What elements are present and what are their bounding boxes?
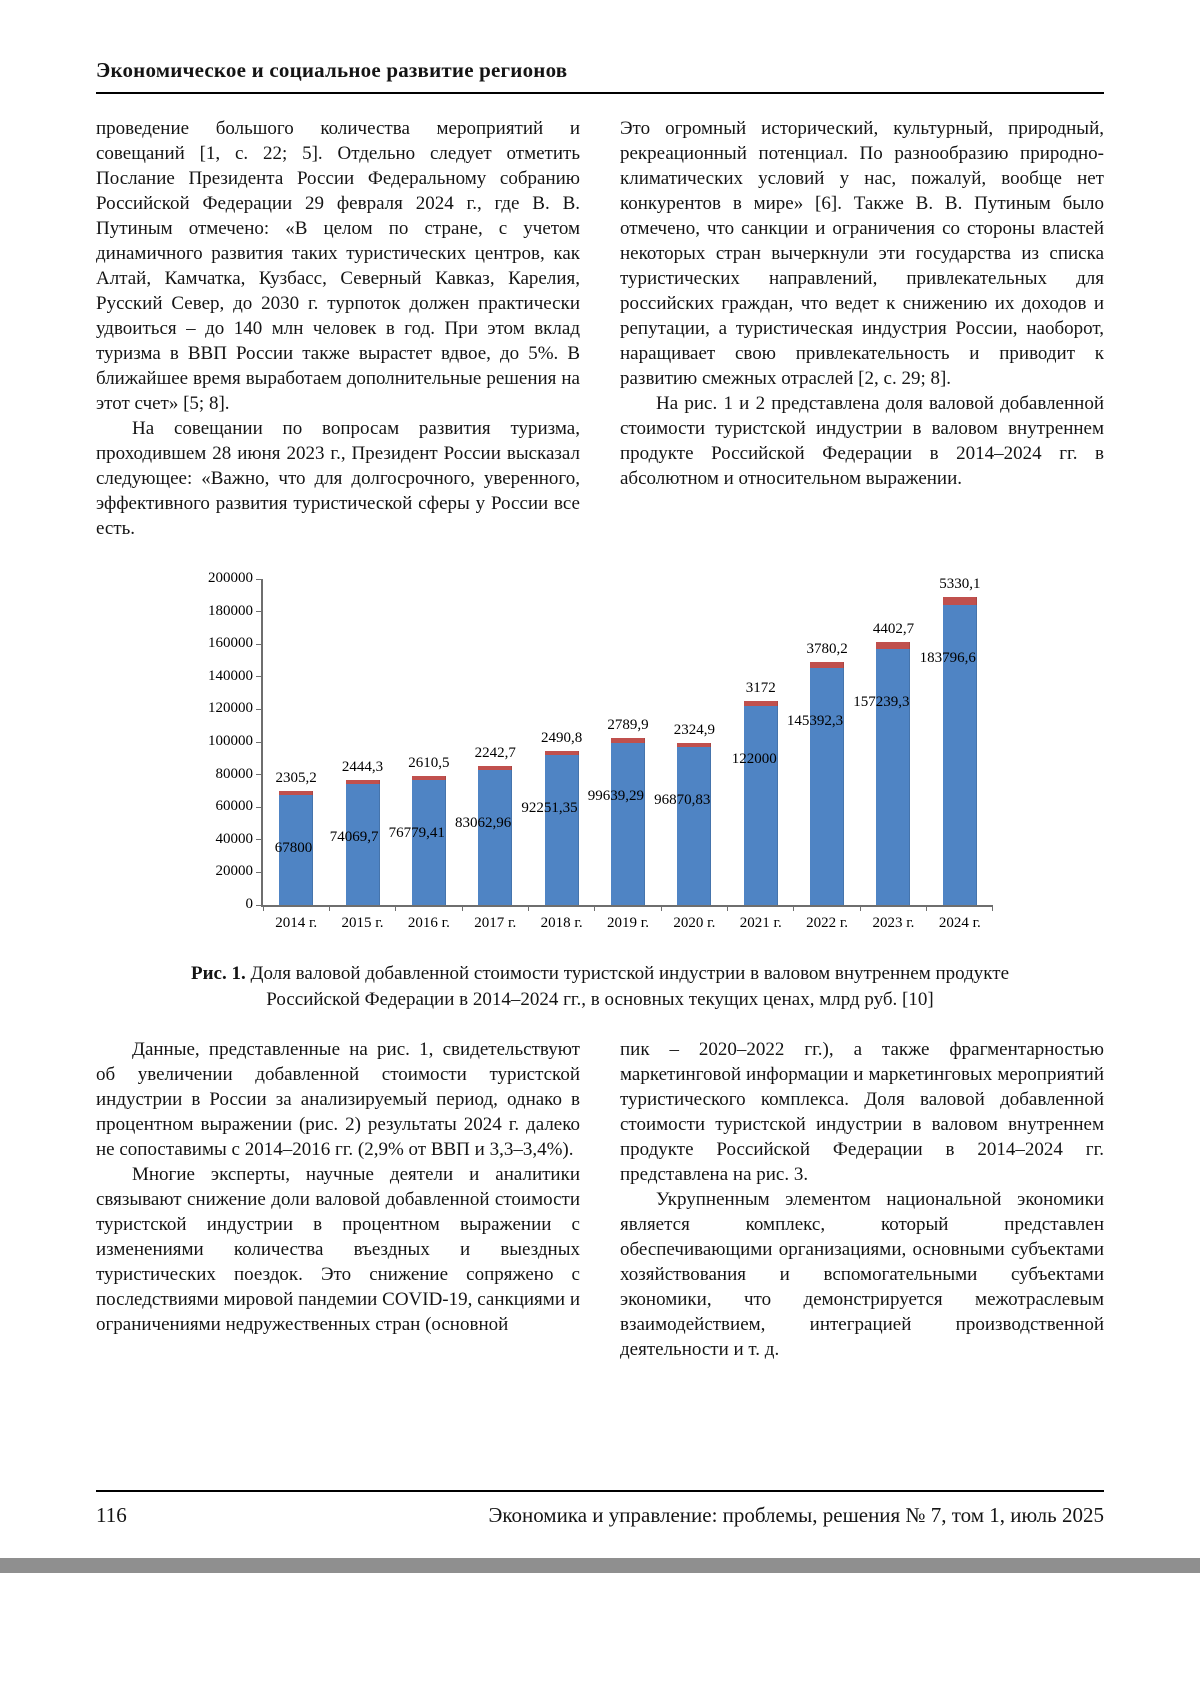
cap-value-label: 4402,7 bbox=[872, 620, 915, 637]
bar-tourism-cap bbox=[611, 738, 645, 743]
x-axis-label: 2018 г. bbox=[540, 915, 583, 931]
bar-gdp bbox=[611, 743, 645, 905]
page-footer bbox=[96, 1490, 1104, 1528]
y-axis-label: 160000 bbox=[208, 635, 253, 652]
top-left-column bbox=[96, 116, 580, 541]
x-axis-label: 2019 г. bbox=[607, 915, 649, 931]
x-axis-tick bbox=[860, 905, 861, 911]
y-axis-tick bbox=[256, 676, 263, 677]
y-axis-label: 60000 bbox=[215, 798, 253, 815]
y-axis-label: 40000 bbox=[215, 830, 253, 847]
plot-area bbox=[208, 570, 993, 931]
page-number: 116 bbox=[96, 1503, 127, 1527]
x-axis-tick bbox=[992, 905, 993, 911]
y-axis-tick bbox=[256, 709, 263, 710]
bar-value-label: 92251,35 bbox=[521, 799, 578, 816]
paragraph: пик – 2020–2022 гг.), а также фрагментарностью маркетинговой информации и маркетинговых мероприятий туристического комплекса. Доля валовой добавленной стоимости туристской индустрии в валовом внутреннем продукте Российской Федерации в 2014–2024 гг. представлена на рис. 3. bbox=[620, 1039, 1104, 1185]
bar-value-label: 157239,3 bbox=[853, 693, 910, 710]
paragraph: Многие эксперты, научные деятели и аналитики связывают снижение доли валовой добавленной стоимости туристской индустрии в процентном выражении с изменениями количества въездных и выездных туристических поездок. Это снижение сопряжено с последствиями мировой пандемии COVID-19, санкциями и ограничениями недружественных стран (основной bbox=[96, 1164, 580, 1335]
bar-gdp bbox=[876, 649, 910, 905]
y-axis-tick bbox=[256, 579, 263, 580]
journal-title: Экономика и управление: проблемы, решения № 7, том 1, июль 2025 bbox=[488, 1503, 1104, 1527]
bar-gdp bbox=[744, 706, 778, 905]
x-axis-tick bbox=[661, 905, 662, 911]
figure-1-chart bbox=[165, 555, 1035, 947]
bar-tourism-cap bbox=[346, 780, 380, 784]
x-axis-label: 2015 г. bbox=[341, 915, 384, 931]
x-axis-tick bbox=[793, 905, 794, 911]
bar-value-label: 122000 bbox=[731, 751, 777, 768]
bottom-right-column bbox=[620, 1037, 1104, 1362]
cap-value-label: 2242,7 bbox=[474, 744, 516, 761]
x-axis-label: 2020 г. bbox=[673, 915, 716, 931]
bar-value-label: 67800 bbox=[274, 839, 313, 856]
y-axis-tick bbox=[256, 872, 263, 873]
bar-value-label: 145392,3 bbox=[786, 713, 844, 730]
x-axis-tick bbox=[926, 905, 927, 911]
bar-value-label: 99639,29 bbox=[587, 787, 644, 804]
x-axis-tick bbox=[462, 905, 463, 911]
y-axis-label: 100000 bbox=[208, 733, 253, 749]
bar-gdp bbox=[478, 770, 512, 905]
y-axis-label: 200000 bbox=[208, 570, 253, 586]
x-axis-label: 2016 г. bbox=[407, 915, 450, 931]
top-right-column bbox=[620, 116, 1104, 541]
x-axis-label: 2022 г. bbox=[806, 915, 849, 931]
bottom-section bbox=[96, 1037, 1104, 1362]
bar-tourism-cap bbox=[744, 701, 778, 706]
y-axis-label: 20000 bbox=[215, 863, 253, 880]
cap-value-label: 2789,9 bbox=[607, 717, 649, 734]
bar-tourism-cap bbox=[545, 751, 579, 755]
x-axis-tick bbox=[329, 905, 330, 911]
x-axis-tick bbox=[594, 905, 595, 911]
y-axis-label: 140000 bbox=[208, 667, 253, 684]
cap-value-label: 3172 bbox=[745, 679, 776, 696]
x-axis-label: 2017 г. bbox=[474, 915, 517, 931]
y-axis-tick bbox=[256, 742, 263, 743]
cap-value-label: 2324,9 bbox=[673, 722, 715, 739]
bar-tourism-cap bbox=[810, 662, 844, 668]
x-axis-tick bbox=[395, 905, 396, 911]
cap-value-label: 5330,1 bbox=[939, 575, 981, 592]
paragraph: На рис. 1 и 2 представлена доля валовой добавленной стоимости туристской индустрии в валовом внутреннем продукте Российской Федерации в 2014–2024 гг. в абсолютном и относительном выражении. bbox=[620, 393, 1104, 489]
x-axis-label: 2024 г. bbox=[938, 915, 981, 931]
figure-caption bbox=[150, 961, 1050, 1013]
y-axis-tick bbox=[256, 807, 263, 808]
figure-1 bbox=[96, 555, 1104, 1013]
y-axis-tick bbox=[256, 774, 263, 775]
x-axis-label: 2021 г. bbox=[739, 915, 782, 931]
cap-value-label: 2444,3 bbox=[341, 759, 384, 776]
paragraph: проведение большого количества мероприятий и совещаний [1, с. 22; 5]. Отдельно следует отметить Послание Президента России Федеральному собранию Российской Федерации 29 февраля 2024 г., где В. В. Путиным отмечено: «В целом по стране, с учетом динамичного развития таких туристических центров, как Алтай, Камчатка, Кузбасс, Северный Кавказ, Карелия, Русский Север, до 2030 г. турпоток должен практически удвоиться – до 140 млн человек в год. При этом вклад туризма в ВВП России также вырастет вдвое, до 5%. В ближайшее время выработаем дополнительные решения на этот счет» [5; 8]. bbox=[96, 118, 580, 414]
cap-value-label: 2305,2 bbox=[275, 769, 317, 786]
cap-value-label: 3780,2 bbox=[806, 640, 848, 657]
y-axis-tick bbox=[256, 611, 263, 612]
cap-value-label: 2610,5 bbox=[408, 754, 450, 771]
x-axis-label: 2014 г. bbox=[275, 915, 318, 931]
cap-value-label: 2490,8 bbox=[541, 729, 583, 746]
bar-value-label: 96870,83 bbox=[654, 792, 711, 809]
y-axis-label: 120000 bbox=[208, 700, 253, 717]
running-head: Экономическое и социальное развитие регионов bbox=[96, 58, 1104, 94]
bar-tourism-cap bbox=[876, 642, 910, 649]
y-axis-label: 0 bbox=[245, 896, 253, 912]
paragraph: Укрупненным элементом национальной экономики является комплекс, который представлен обеспечивающими организациями, основными субъектами хозяйствования и вспомогательными субъектами экономики, что демонстрируется межотраслевым взаимодействием, интеграцией производственной деятельности и т. д. bbox=[620, 1189, 1104, 1360]
paragraph: Данные, представленные на рис. 1, свидетельствуют об увеличении добавленной стоимости туристской индустрии в России за анализируемый период, однако в процентном выражении (рис. 2) результаты 2024 г. далеко не сопоставимы с 2014–2016 гг. (2,9% от ВВП и 3,3–3,4%). bbox=[96, 1039, 580, 1160]
bottom-left-column bbox=[96, 1037, 580, 1362]
y-axis-label: 180000 bbox=[208, 602, 253, 619]
bar-value-label: 74069,7 bbox=[329, 829, 379, 846]
x-axis-tick bbox=[263, 905, 264, 911]
y-axis-tick bbox=[256, 839, 263, 840]
bar-tourism-cap bbox=[677, 743, 711, 747]
bar-value-label: 76779,41 bbox=[388, 824, 445, 841]
bar-value-label: 83062,96 bbox=[455, 814, 512, 831]
figure-label: Рис. 1. bbox=[191, 963, 246, 984]
bar-tourism-cap bbox=[478, 766, 512, 770]
y-axis-label: 80000 bbox=[215, 765, 253, 782]
paragraph: Это огромный исторический, культурный, природный, рекреационный потенциал. По разнообразию природно-климатических условий у нас, пожалуй, вообще нет конкурентов в мире» [6]. Также В. В. Путиным было отмечено, что санкции и ограничения со стороны властей некоторых стран вычеркнули эти государства из списка туристических направлений, привлекательных для российских граждан, что ведет к снижению их доходов и репутации, а туристическая индустрия России, наоборот, наращивает свою привлекательность и приводит к развитию смежных отраслей [2, с. 29; 8]. bbox=[620, 118, 1104, 389]
bar-tourism-cap bbox=[412, 776, 446, 780]
bar-gdp bbox=[810, 668, 844, 905]
bottom-scan-bar bbox=[0, 1558, 1200, 1573]
paragraph: На совещании по вопросам развития туризма, проходившем 28 июня 2023 г., Президент России высказал следующее: «Важно, что для долгосрочного, уверенного, эффективного развития туристической сферы у России все есть. bbox=[96, 418, 580, 539]
y-axis-tick bbox=[256, 644, 263, 645]
bar-gdp bbox=[677, 747, 711, 905]
x-axis-label: 2023 г. bbox=[872, 915, 915, 931]
x-axis-tick bbox=[727, 905, 728, 911]
bar-gdp bbox=[545, 755, 579, 905]
bar-tourism-cap bbox=[943, 597, 977, 606]
bar-gdp bbox=[412, 780, 446, 905]
figure-caption-text: Доля валовой добавленной стоимости туристской индустрии в валовом внутреннем продукте Российской Федерации в 2014–2024 гг., в основных текущих ценах, млрд руб. [10] bbox=[250, 963, 1009, 1010]
bar-value-label: 183796,6 bbox=[919, 650, 976, 667]
x-axis-tick bbox=[528, 905, 529, 911]
top-section bbox=[96, 116, 1104, 541]
bar-tourism-cap bbox=[279, 791, 313, 795]
